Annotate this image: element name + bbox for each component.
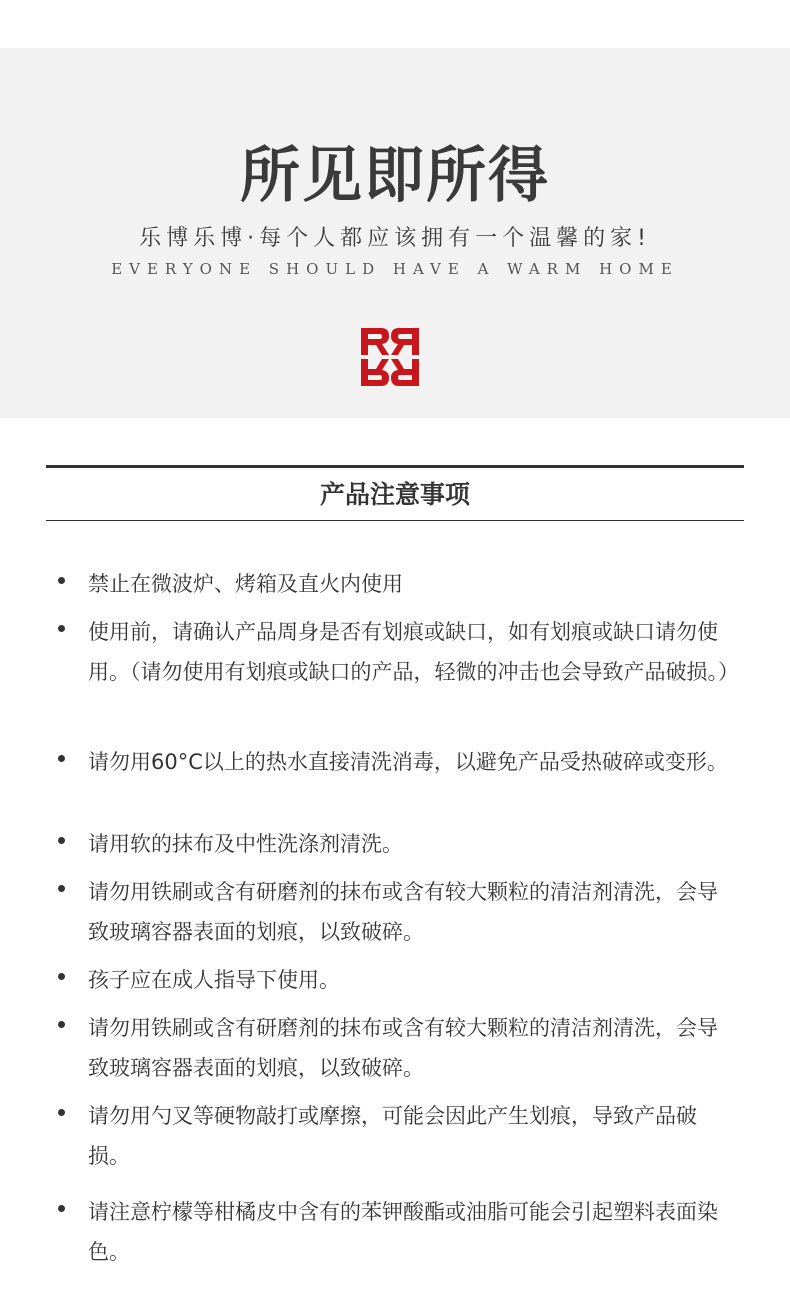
rr-logo-icon xyxy=(359,326,421,388)
bullet-icon xyxy=(58,1109,65,1116)
notice-text: 请注意柠檬等柑橘皮中含有的苯钾酸酯或油脂可能会引起塑料表面染色。 xyxy=(88,1200,718,1264)
notice-text: 请勿用铁刷或含有研磨剂的抹布或含有较大颗粒的清洁剂清洗，会导致玻璃容器表面的划痕，以致破碎。 xyxy=(88,880,718,944)
notice-text: 请勿用60°C以上的热水直接清洗消毒，以避免产品受热破碎或变形。 xyxy=(88,750,728,774)
notice-text: 请勿用勺叉等硬物敲打或摩擦，可能会因此产生划痕，导致产品破损。 xyxy=(88,1104,697,1168)
bullet-icon xyxy=(58,755,65,762)
bullet-icon xyxy=(58,1021,65,1028)
hero-subtitle: 乐博乐博·每个人都应该拥有一个温馨的家! xyxy=(139,226,651,251)
hero-english-slogan: EVERYONE SHOULD HAVE A WARM HOME xyxy=(111,260,679,278)
bullet-icon xyxy=(58,973,65,980)
bullet-icon xyxy=(58,837,65,844)
notice-text: 孩子应在成人指导下使用。 xyxy=(88,968,340,992)
notice-text: 请勿用铁刷或含有研磨剂的抹布或含有较大颗粒的清洁剂清洗，会导致玻璃容器表面的划痕，以致破碎。 xyxy=(88,1016,718,1080)
hero-banner xyxy=(0,48,790,418)
hero-title: 所见即所得 xyxy=(240,141,550,211)
bullet-icon xyxy=(58,885,65,892)
section-title: 产品注意事项 xyxy=(319,480,470,509)
notice-text: 禁止在微波炉、烤箱及直火内使用 xyxy=(88,572,403,596)
section-header xyxy=(46,465,744,521)
notice-text: 请用软的抹布及中性洗涤剂清洗。 xyxy=(88,832,403,856)
bullet-icon xyxy=(58,1205,65,1212)
bullet-icon xyxy=(58,577,65,584)
notice-text: 使用前，请确认产品周身是否有划痕或缺口，如有划痕或缺口请勿使用。（请勿使用有划痕或缺口的产品，轻微的冲击也会导致产品破损。） xyxy=(88,620,739,684)
bullet-icon xyxy=(58,625,65,632)
